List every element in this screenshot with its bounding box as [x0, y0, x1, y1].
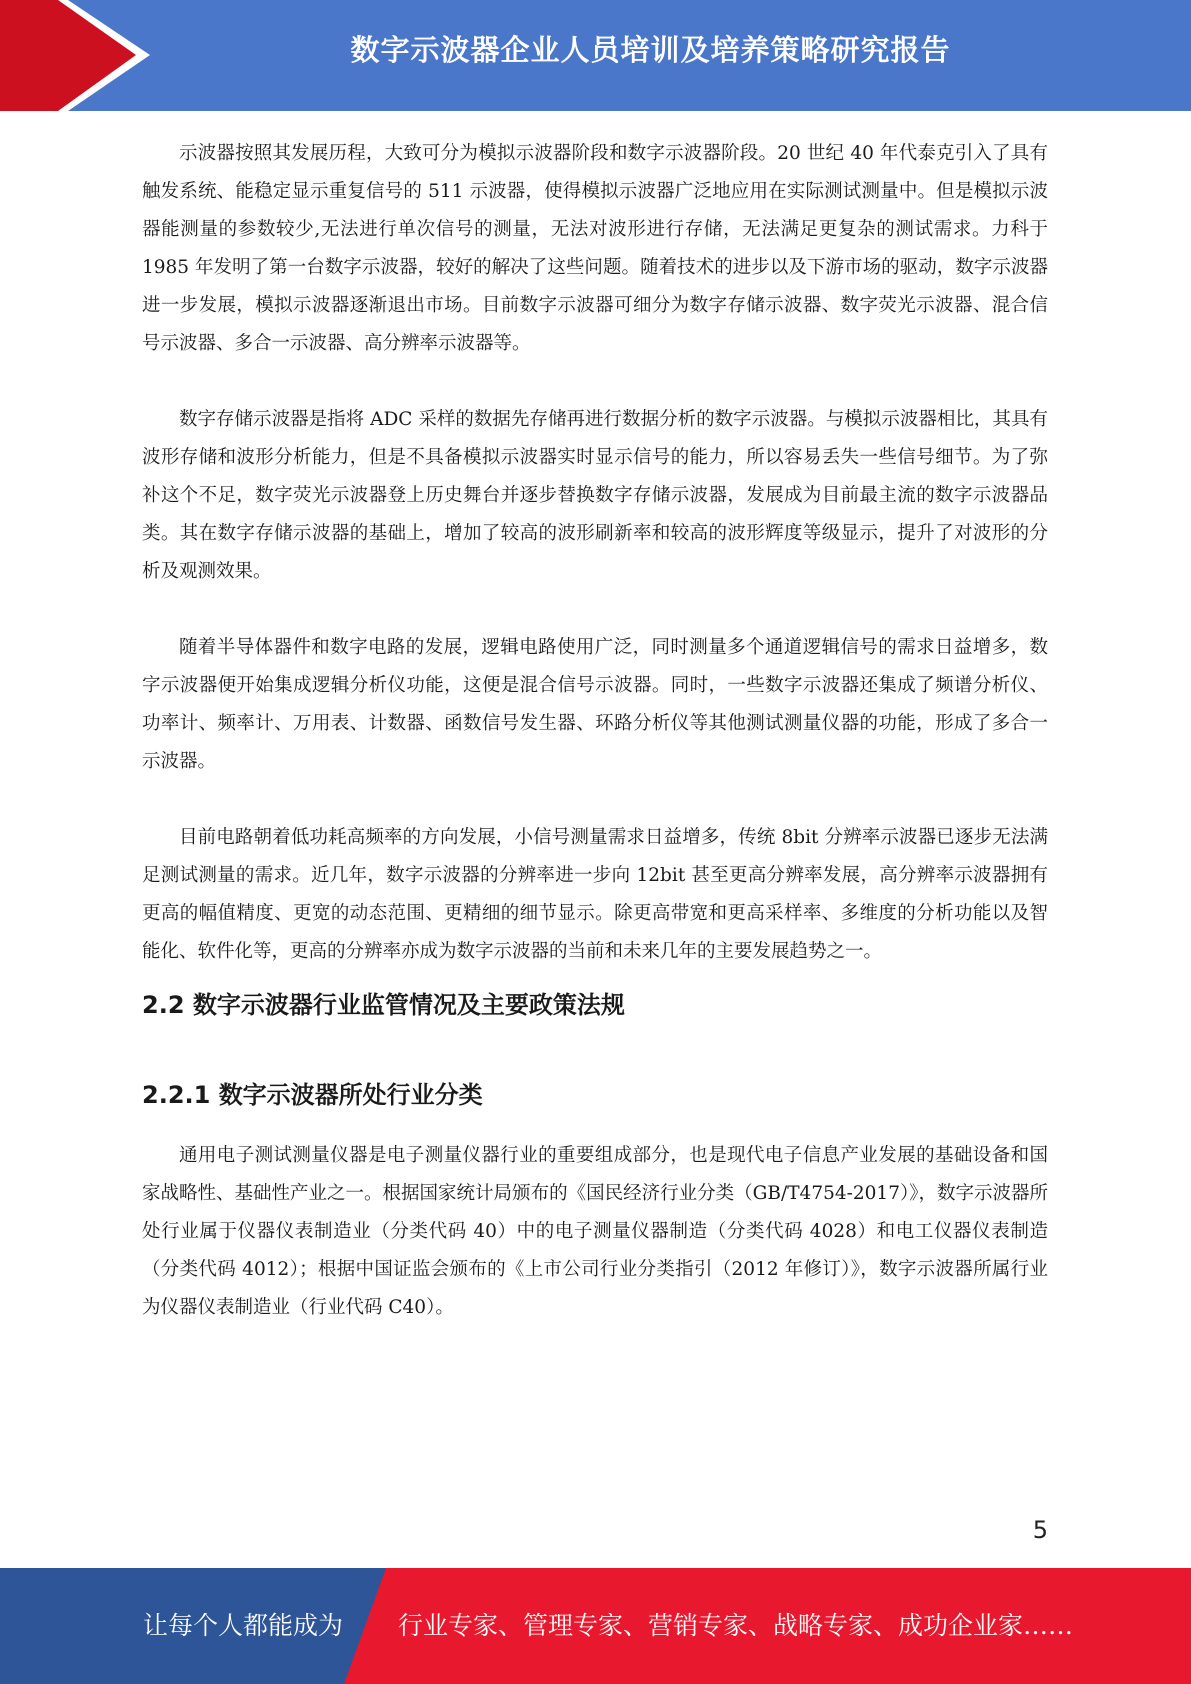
footer-banner: [0, 1568, 1191, 1684]
page-number: 5: [1032, 1516, 1048, 1544]
paragraph-digital-storage: 数字存储示波器是指将 ADC 采样的数据先存储再进行数据分析的数字示波器。与模拟示波器相比，其具有波形存储和波形分析能力，但是不具备模拟示波器实时显示信号的能力，所以容易丢失一些信号细节。为了弥补这个不足，数字荧光示波器登上历史舞台并逐步替换数字存储示波器，发展成为目前最主流的数字示波器品类。其在数字存储示波器的基础上，增加了较高的波形刷新率和较高的波形辉度等级显示，提升了对波形的分析及观测效果。: [142, 409, 1048, 582]
paragraph-mixed-signal: 随着半导体器件和数字电路的发展，逻辑电路使用广泛，同时测量多个通道逻辑信号的需求日益增多，数字示波器便开始集成逻辑分析仪功能，这便是混合信号示波器。同时，一些数字示波器还集成了频谱分析仪、功率计、频率计、万用表、计数器、函数信号发生器、环路分析仪等其他测试测量仪器的功能，形成了多合一示波器。: [142, 637, 1048, 772]
paragraph-oscilloscope-history: 示波器按照其发展历程，大致可分为模拟示波器阶段和数字示波器阶段。20 世纪 40 年代泰克引入了具有触发系统、能稳定显示重复信号的 511 示波器，使得模拟示波器广泛地应用在实际测试测量中。但是模拟示波器能测量的参数较少,无法进行单次信号的测量，无法对波形进行存储，无法满足更复杂的测试需求。力科于 1985 年发明了第一台数字示波器，较好的解决了这些问题。随着技术的进步以及下游市场的驱动，数字示波器进一步发展，模拟示波器逐渐退出市场。目前数字示波器可细分为数字存储示波器、数字荧光示波器、混合信号示波器、多合一示波器、高分辨率示波器等。: [142, 143, 1048, 354]
header-banner: [0, 0, 1191, 111]
main-content: [142, 135, 1048, 1365]
paragraph-high-resolution: 目前电路朝着低功耗高频率的方向发展，小信号测量需求日益增多，传统 8bit 分辨率示波器已逐步无法满足测试测量的需求。近几年，数字示波器的分辨率进一步向 12bit 甚至更高分辨率发展，高分辨率示波器拥有更高的幅值精度、更宽的动态范围、更精细的细节显示。除更高带宽和更高采样率、多维度的分析功能以及智能化、软件化等，更高的分辨率亦成为数字示波器的当前和未来几年的主要发展趋势之一。: [142, 827, 1048, 962]
section-heading: 2.2 数字示波器行业监管情况及主要政策法规: [142, 991, 625, 1019]
footer-slogan-right: 行业专家、管理专家、营销专家、战略专家、成功企业家……: [398, 1611, 1074, 1640]
document-title: 数字示波器企业人员培训及培养策略研究报告: [350, 33, 951, 67]
subsection-heading: 2.2.1 数字示波器所处行业分类: [142, 1081, 483, 1109]
header-arrow-icon: [0, 0, 150, 111]
paragraph-industry-classification: 通用电子测试测量仪器是电子测量仪器行业的重要组成部分，也是现代电子信息产业发展的基础设备和国家战略性、基础性产业之一。根据国家统计局颁布的《国民经济行业分类（GB/T4754-2017）》，数字示波器所处行业属于仪器仪表制造业（分类代码 40）中的电子测量仪器制造（分类代码 4028）和电工仪器仪表制造（分类代码 4012）；根据中国证监会颁布的《上市公司行业分类指引（2012 年修订）》，数字示波器所属行业为仪器仪表制造业（行业代码 C40）。: [142, 1145, 1048, 1318]
footer-slogan-left: 让每个人都能成为: [143, 1611, 344, 1640]
